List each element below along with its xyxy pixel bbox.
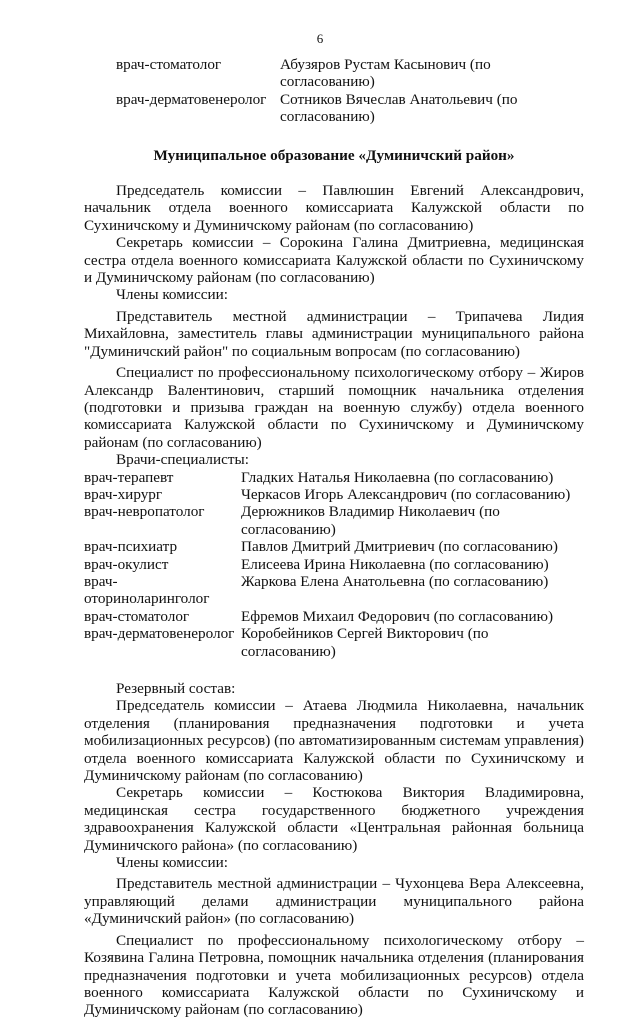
reserve-title: Резервный состав: (116, 680, 236, 697)
doctor-row (84, 538, 584, 555)
reserve-admin-representative-paragraph: Представитель местной администрации – Чухонцева Вера Алексеевна, управляющий делами администрации муниципального района «Думиничский район» (по согласованию) (84, 875, 584, 928)
document-body (84, 56, 584, 1019)
doctor-name: Гладких Наталья Николаевна (по согласованию) (241, 468, 554, 486)
doctor-role: врач-окулист (84, 555, 169, 573)
chairman-paragraph: Председатель комиссии – Павлюшин Евгений Александрович, начальник отдела военного комиссариата Калужской области по Сухиничскому и Думиничскому районам (по согласованию) (84, 182, 584, 234)
doctor-name: Ефремов Михаил Федорович (по согласованию) (241, 607, 554, 625)
doctor-role: врач-оториноларинголог (84, 572, 210, 608)
doctor-row (84, 556, 584, 573)
doctor-name: Жаркова Елена Анатольевна (по согласованию) (241, 572, 549, 590)
psych-specialist-paragraph: Специалист по профессиональному психологическому отбору – Жиров Александр Валентинович, старший помощник начальника отделения (подготовки и призыва граждан на военную службу) отдела военного комиссариата Калужской области по Сухиничскому и Думиничскому районам (по согласованию) (84, 364, 584, 451)
doctor-role: врач-дерматовенеролог (84, 625, 235, 643)
doctor-row (84, 486, 584, 503)
doctor-name: Дерюжников Владимир Николаевич (по согласованию) (241, 503, 500, 538)
doctor-row (84, 625, 584, 660)
reserve-secretary-paragraph: Секретарь комиссии – Костюкова Виктория Владимировна, медицинская сестра государственного бюджетного учреждения здравоохранения Калужской области «Центральная районная больница Думиничского района» (по согласованию) (84, 784, 584, 854)
section-heading: Муниципальное образование «Думиничский район» (153, 146, 515, 164)
doctor-name: Черкасов Игорь Александрович (по согласованию) (241, 485, 571, 503)
reserve-chairman-paragraph: Председатель комиссии – Атаева Людмила Николаевна, начальник отделения (планирования предназначения подготовки и учета мобилизационных ресурсов) (по автоматизированным системам управления) отдела военного комиссариата Калужской области по Сухиничскому и Думиничскому районам (по согласованию) (84, 697, 584, 785)
members-label: Члены комиссии: (116, 286, 228, 304)
doctor-row (84, 573, 584, 608)
doctor-role: врач-невропатолог (84, 503, 205, 521)
doctor-role: врач-терапевт (84, 468, 174, 486)
doctor-role: врач-хирург (84, 485, 163, 503)
specialist-name: Абузяров Рустам Касынович (по согласованию) (280, 56, 491, 91)
admin-representative-paragraph: Представитель местной администрации – Трипачева Лидия Михайловна, заместитель главы администрации муниципального района "Думиничский район" по социальным вопросам (по согласованию) (84, 307, 584, 360)
doctor-row (84, 503, 584, 538)
doctor-name: Коробейников Сергей Викторович (по согласованию) (241, 625, 489, 660)
top-specialist-row (84, 91, 584, 126)
secretary-paragraph: Секретарь комиссии – Сорокина Галина Дмитриевна, медицинская сестра отдела военного комиссариата Калужской области по Сухиничскому и Думиничскому районам (по согласованию) (84, 234, 584, 287)
top-specialist-row (84, 56, 584, 91)
specialist-role: врач-дерматовенеролог (116, 90, 267, 108)
doctor-name: Елисеева Ирина Николаевна (по согласованию) (241, 555, 549, 573)
doctor-name: Павлов Дмитрий Дмитриевич (по согласованию) (241, 538, 558, 556)
specialist-role: врач-стоматолог (116, 56, 222, 73)
reserve-members-label: Члены комиссии: (116, 854, 228, 872)
doctor-role: врач-стоматолог (84, 607, 190, 625)
page-number: 6 (316, 31, 324, 46)
doctors-list (84, 469, 584, 660)
doctor-row (84, 469, 584, 486)
doctor-row (84, 608, 584, 625)
reserve-psych-specialist-paragraph: Специалист по профессиональному психологическому отбору – Козявина Галина Петровна, помощник начальника отделения (планирования предназначения подготовки и учета мобилизационных ресурсов) отдела военного комиссариата Калужской области по Сухиничскому и Думиничскому районам (по согласованию) (84, 931, 584, 1019)
specialist-name: Сотников Вячеслав Анатольевич (по согласованию) (280, 90, 518, 126)
doctors-label: Врачи-специалисты: (116, 451, 249, 469)
doctor-role: врач-психиатр (84, 538, 178, 556)
